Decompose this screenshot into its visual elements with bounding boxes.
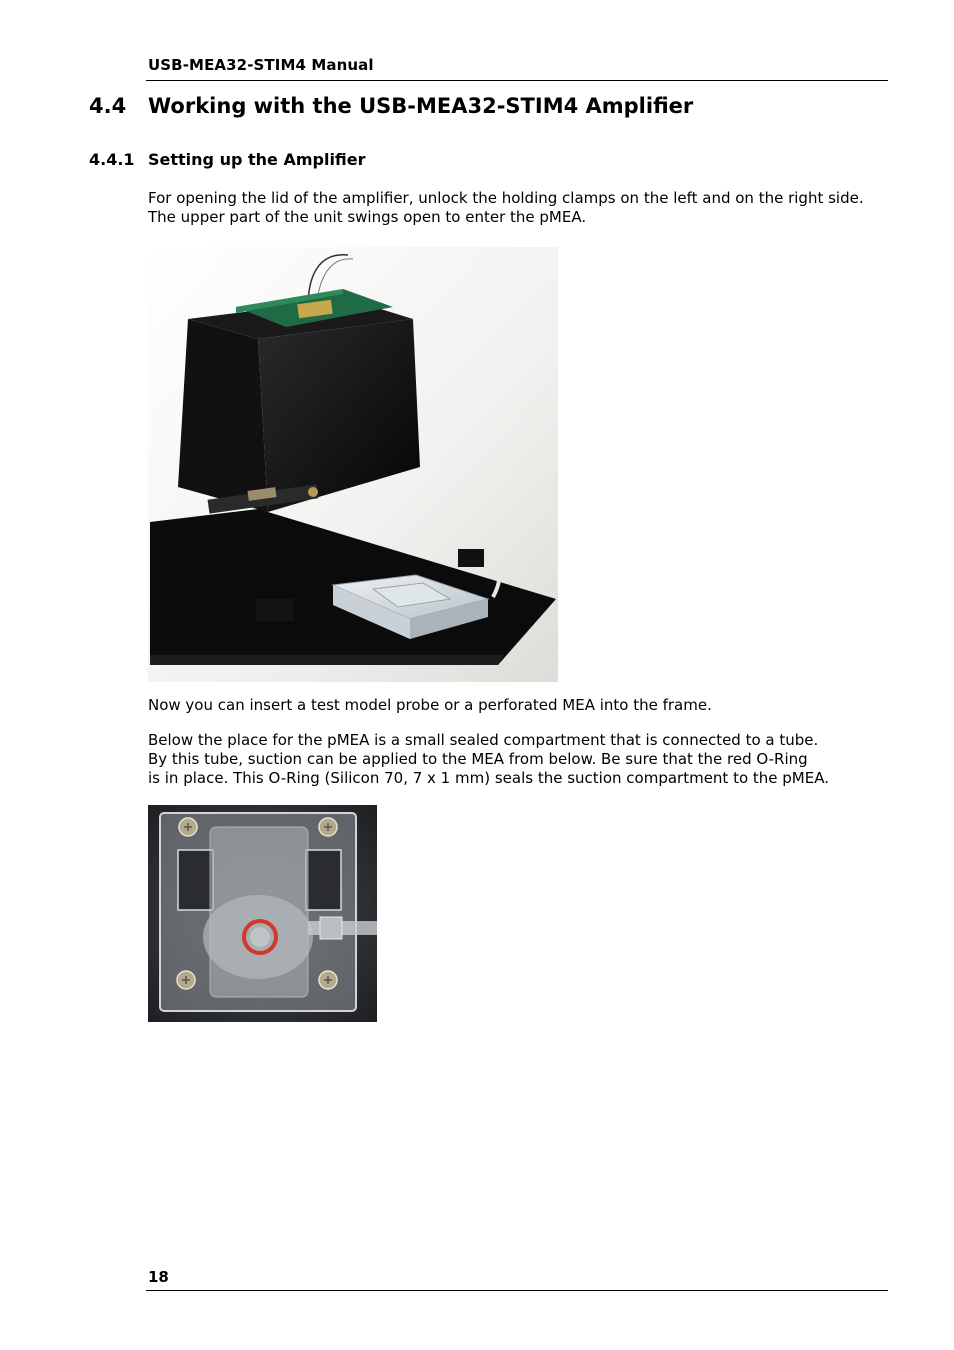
suction-line-3: is in place. This O-Ring (Silicon 70, 7 x 1 mm) seals the suction compartment to the pMEA. xyxy=(148,769,829,787)
running-header: USB-MEA32-STIM4 Manual xyxy=(148,56,374,74)
paragraph-suction-compartment xyxy=(148,731,888,788)
amplifier-photo xyxy=(148,247,558,682)
section-title: Working with the USB-MEA32-STIM4 Amplifier xyxy=(148,94,694,118)
subsection-heading xyxy=(89,150,366,169)
suction-line-1: Below the place for the pMEA is a small sealed compartment that is connected to a tube. xyxy=(148,731,819,749)
section-heading xyxy=(89,94,693,118)
footer-divider xyxy=(146,1290,888,1291)
suction-line-2: By this tube, suction can be applied to the MEA from below. Be sure that the red O-Ring xyxy=(148,750,808,768)
o-ring-holder-photo xyxy=(148,805,377,1022)
page-number: 18 xyxy=(148,1268,169,1286)
section-number: 4.4 xyxy=(89,94,127,118)
subsection-title: Setting up the Amplifier xyxy=(148,150,366,169)
paragraph-open-lid: For opening the lid of the amplifier, unlock the holding clamps on the left and on the right side. The upper part of the unit swings open to enter the pMEA. xyxy=(148,189,864,226)
paragraph-insert-probe: Now you can insert a test model probe or a perforated MEA into the frame. xyxy=(148,696,712,714)
subsection-number: 4.4.1 xyxy=(89,150,135,169)
header-divider xyxy=(146,80,888,81)
